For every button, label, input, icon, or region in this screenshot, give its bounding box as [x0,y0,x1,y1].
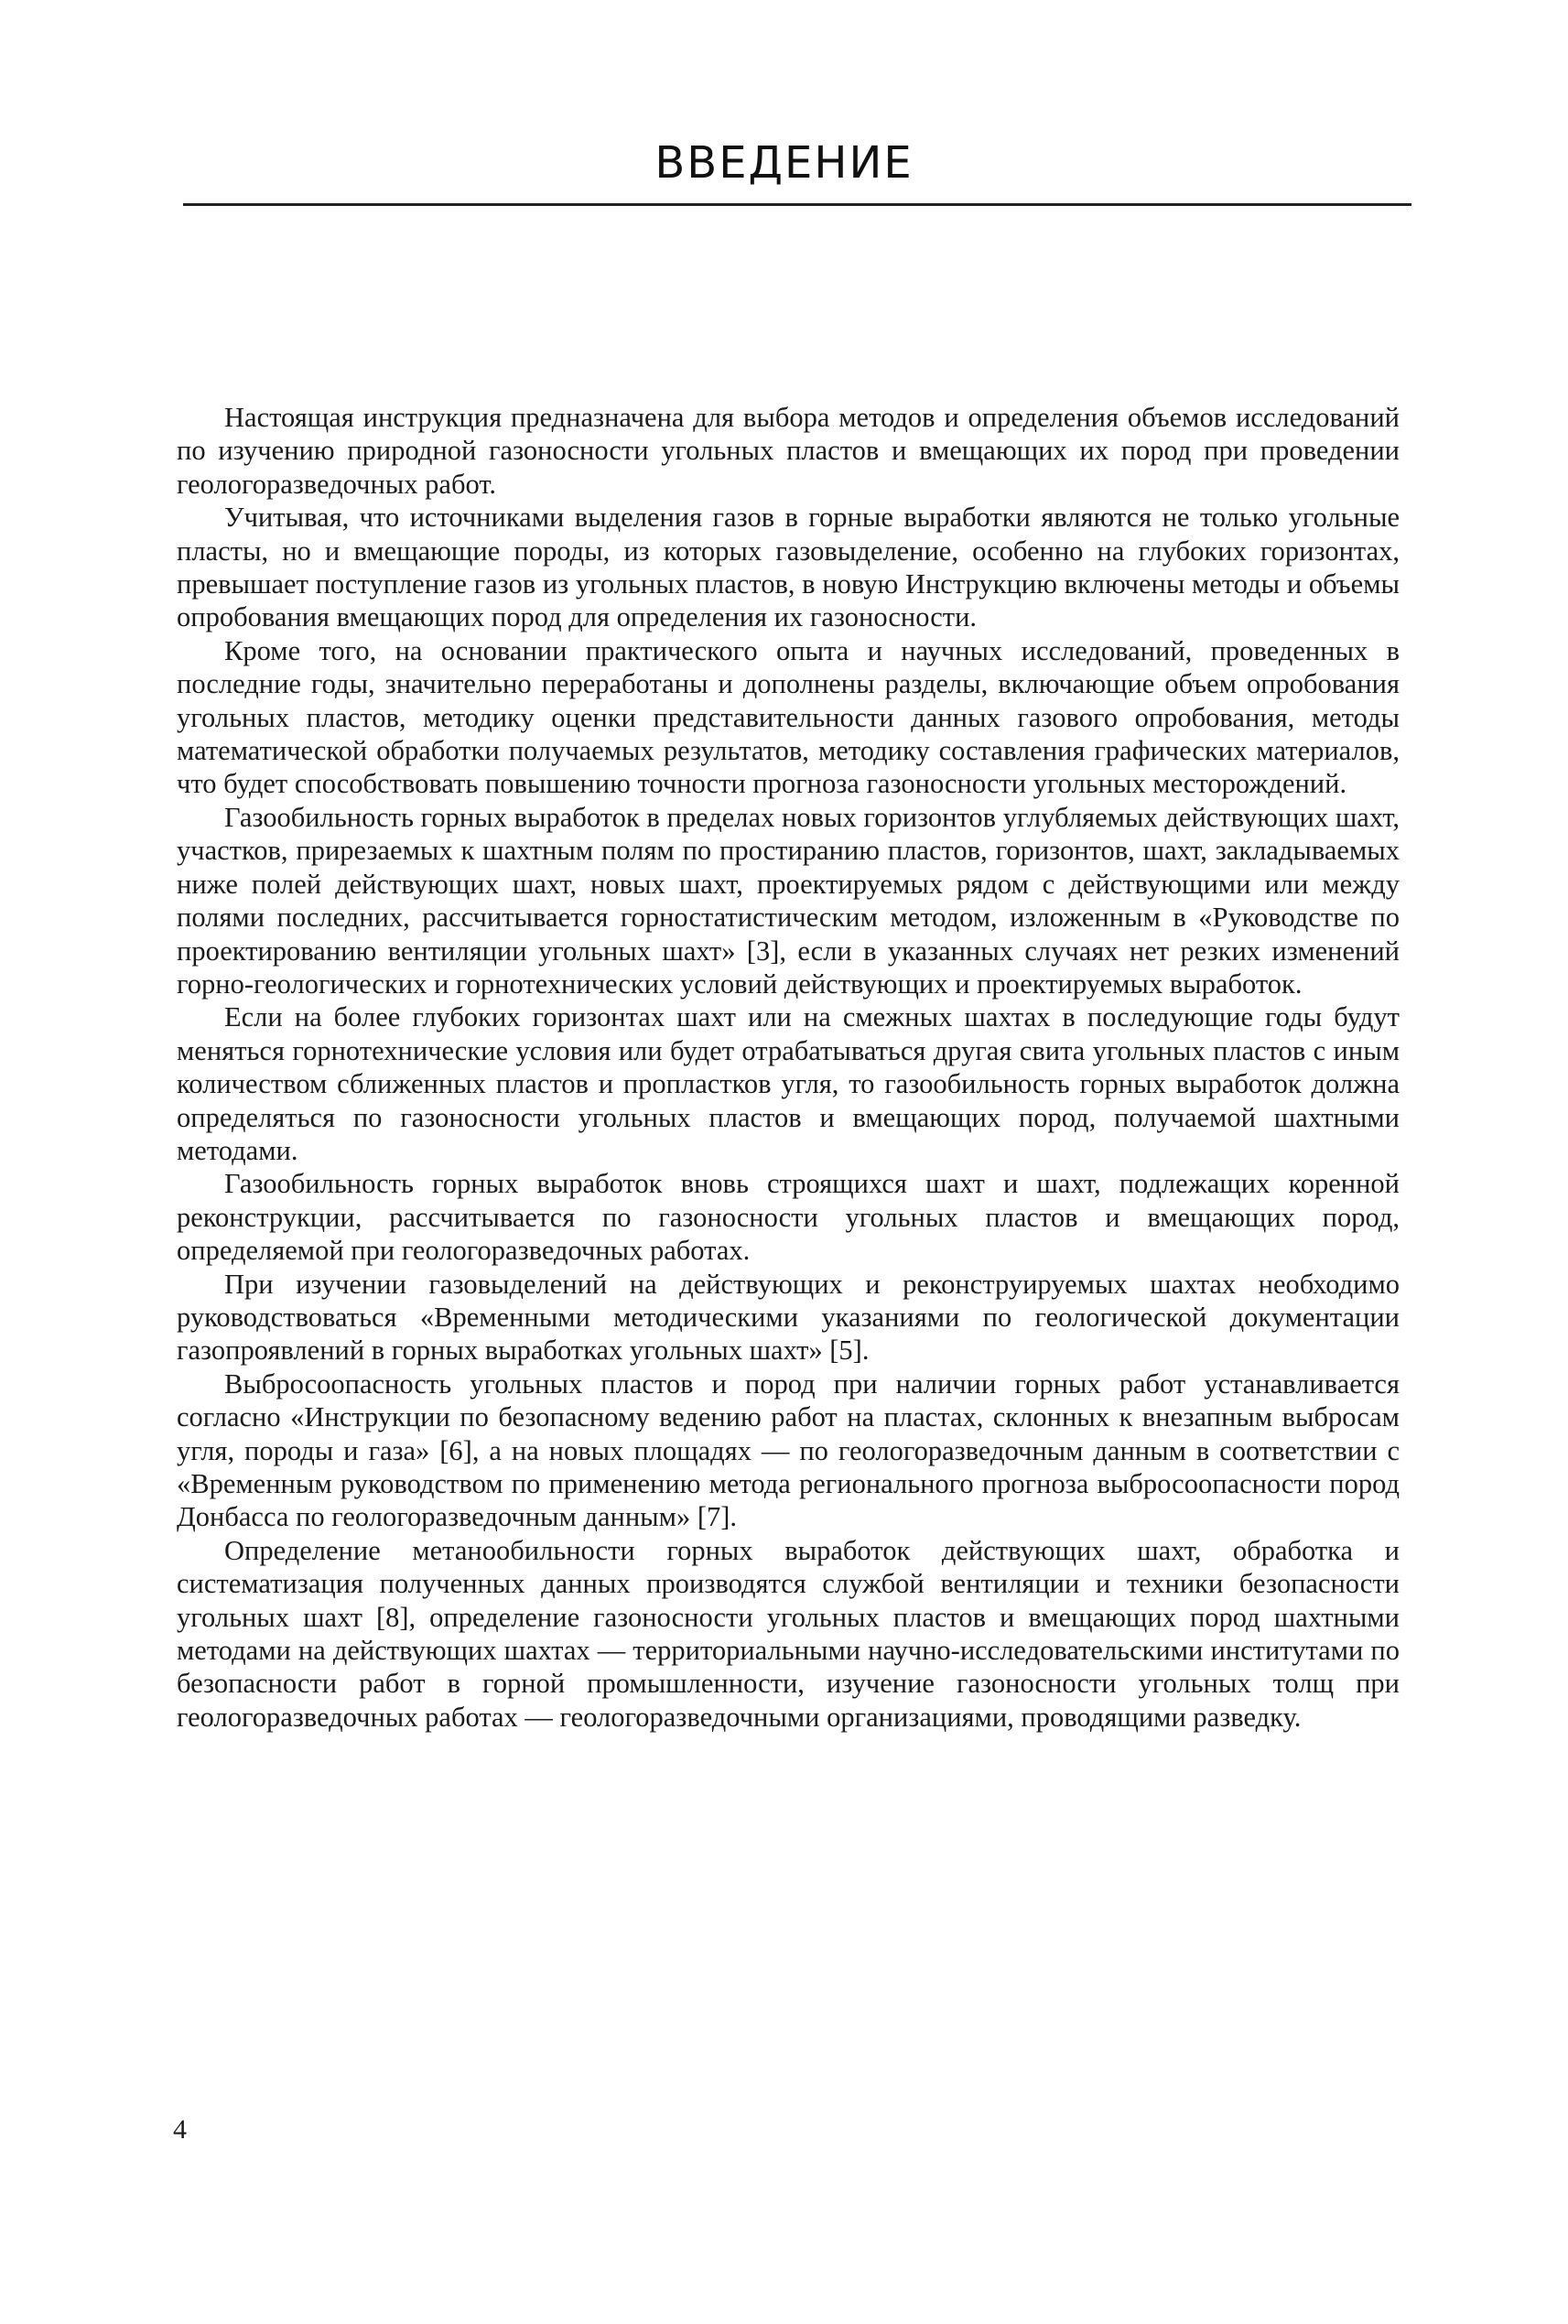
paragraph: При изучении газовыделений на действующих и реконструируемых шахтах необходимо руководствоваться «Временными методическими указаниями по геологической документации газопроявлений в горных выработках угольных шахт» [5]. [177,1268,1400,1367]
paragraph: Выбросоопасность угольных пластов и пород при наличии горных работ устанавливается согласно «Инструкции по безопасному ведению работ на пластах, склонных к внезапным выбросам угля, породы и газа» [6], а на новых площадях — по геологоразведочным данным в соответствии с «Временным руководством по применению метода регионального прогноза выбросоопасности пород Донбасса по геологоразведочным данным» [7]. [177,1367,1400,1533]
page-number: 4 [173,2114,187,2145]
paragraph: Настоящая инструкция предназначена для выбора методов и определения объемов исследований по изучению природной газоносности угольных пластов и вмещающих их пород при проведении геологоразведочных работ. [177,402,1400,500]
paragraph: Учитывая, что источниками выделения газов в горные выработки являются не только угольные пласты, но и вмещающие породы, из которых газовыделение, особенно на глубоких горизонтах, превышает поступление газов из угольных пластов, в новую Инструкцию включены методы и объемы опробования вмещающих пород для определения их газоносности. [177,502,1400,633]
paragraph: Если на более глубоких горизонтах шахт или на смежных шахтах в последующие годы будут меняться горнотехнические условия или будет отрабатываться другая свита угольных пластов с иным количеством сближенных пластов и пропластков угля, то газообильность горных выработок должна определяться по газоносности угольных пластов и вмещающих пород, получаемой шахтными методами. [177,1001,1400,1166]
paragraph: Кроме того, на основании практического опыта и научных исследований, проведенных в последние годы, значительно переработаны и дополнены разделы, включающие объем опробования угольных пластов, методику оценки представительности данных газового опробования, методы математической обработки получаемых результатов, методику составления графических материалов, что будет способствовать повышению точности прогноза газоносности угольных месторождений. [177,634,1400,800]
paragraph: Газообильность горных выработок в пределах новых горизонтов углубляемых действующих шахт, участков, прирезаемых к шахтным полям по простиранию пластов, горизонтов, шахт, закладываемых ниже полей действующих шахт, новых шахт, проектируемых рядом с действующими или между полями последних, рассчитывается горностатистическим методом, изложенным в «Руководстве по проектированию вентиляции угольных шахт» [3], если в указанных случаях нет резких изменений горно-геологических и горнотехнических условий действующих и проектируемых выработок. [177,801,1400,1000]
title-divider [183,203,1411,206]
paragraph: Определение метанообильности горных выработок действующих шахт, обработка и систематизация полученных данных производятся службой вентиляции и техники безопасности угольных шахт [8], определение газоносности угольных пластов и вмещающих пород шахтными методами на действующих шахтах — территориальными научно-исследовательскими институтами по безопасности работ в горной промышленности, изучение газоносности угольных толщ при геологоразведочных работах — геологоразведочными организациями, проводящими разведку. [177,1534,1400,1733]
paragraph: Газообильность горных выработок вновь строящихся шахт и шахт, подлежащих коренной реконструкции, рассчитывается по газоносности угольных пластов и вмещающих пород, определяемой при геологоразведочных работах. [177,1168,1400,1267]
body-text [177,401,1400,1734]
page-title: ВВЕДЕНИЕ [654,137,914,189]
